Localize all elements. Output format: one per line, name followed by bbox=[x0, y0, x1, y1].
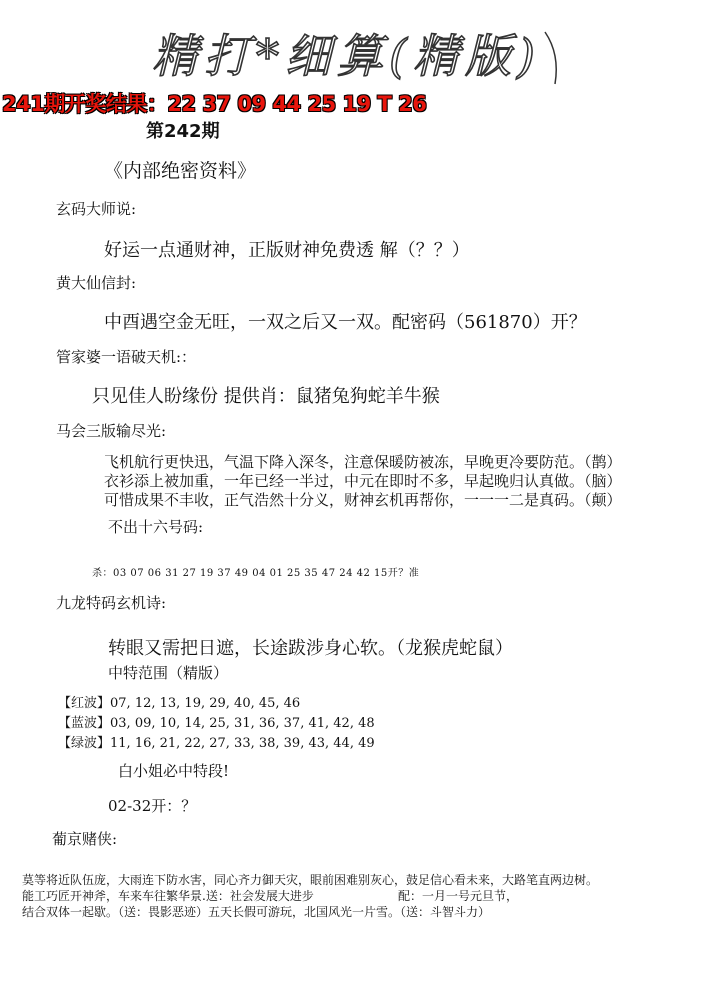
logo-text: 精打*细算(精版) bbox=[152, 29, 541, 83]
wave-row-blue bbox=[58, 712, 375, 731]
footer-line-3: 结合双体一起歇。（送：畏影恶迹）五天长假可游玩，北国风光一片雪。（送：斗智斗力） bbox=[22, 905, 491, 919]
section-text-xuanma: 好运一点通财神，正版财神免费透 解（？？） bbox=[104, 240, 470, 261]
range-title: 中特范围（精版） bbox=[108, 664, 229, 682]
wave-numbers-green: 11, 16, 21, 22, 27, 33, 38, 39, 43, 44, 49 bbox=[110, 736, 375, 751]
wave-row-red bbox=[58, 692, 300, 711]
wave-row-green bbox=[58, 732, 375, 751]
wave-numbers-red: 07, 12, 13, 19, 29, 40, 45, 46 bbox=[110, 696, 301, 711]
wave-numbers-blue: 03, 09, 10, 14, 25, 31, 36, 37, 41, 42, 48 bbox=[110, 716, 375, 731]
jiulong-label: 九龙特码玄机诗: bbox=[56, 594, 167, 612]
no-16-label: 不出十六号码: bbox=[108, 518, 204, 536]
issue-number: 第242期 bbox=[146, 121, 220, 142]
pujing-label: 葡京赌侠: bbox=[52, 830, 118, 848]
logo-calligraphy bbox=[150, 14, 570, 96]
poem-line-1: 飞机航行更快迅，气温下降入深冬，注意保暖防被冻，早晚更冷要防范。（鹊） bbox=[104, 453, 622, 471]
footer-line-2b: 配：一月一号元旦节， bbox=[398, 889, 519, 903]
footer-line-1: 莫等将近队伍庞，大雨连下防水害，同心齐力御天灾，眼前困难别灰心，鼓足信心看未来，大路笔直两边树。 bbox=[22, 873, 599, 887]
range-line: 02-32开：？ bbox=[108, 797, 197, 815]
draw-result-banner: 241期开奖结果：22 37 09 44 25 19 T 26 bbox=[2, 92, 427, 116]
footer-line-2: 能工巧匠开神斧，车来车往繁华景.送：社会发展大进步 bbox=[22, 889, 314, 903]
section-label-huangdaxian: 黄大仙信封: bbox=[56, 274, 137, 292]
section-text-huangdaxian: 中酉遇空金无旺，一双之后又一双。配密码（561870）开？ bbox=[104, 312, 587, 333]
poem-line-3: 可惜成果不丰收，正气浩然十分义，财神玄机再帮你，一一一二是真码。（颠） bbox=[104, 491, 622, 509]
doc-title: 《内部绝密资料》 bbox=[104, 160, 257, 182]
wave-label-red: 【红波】 bbox=[58, 696, 111, 711]
section-label-guanjiapo: 管家婆一语破天机:： bbox=[56, 348, 197, 366]
kill-numbers-line: 杀：03 07 06 31 27 19 37 49 04 01 25 35 47 24 42 15开？准 bbox=[92, 568, 420, 579]
section-label-mahui: 马会三版输尽光: bbox=[56, 422, 167, 440]
poem-line-2: 衣衫添上被加重，一年已经一半过，中元在即时不多，早起晚归认真做。（脑） bbox=[104, 472, 622, 490]
jiulong-text: 转眼又需把日遮，长途跋涉身心软。（龙猴虎蛇鼠） bbox=[108, 638, 513, 659]
section-text-guanjiapo: 只见佳人盼缘份 提供肖：鼠猪兔狗蛇羊牛猴 bbox=[92, 386, 440, 407]
wave-label-green: 【绿波】 bbox=[58, 736, 111, 751]
wave-label-blue: 【蓝波】 bbox=[58, 716, 111, 731]
bai-xiaojie-text: 白小姐必中特段! bbox=[118, 762, 230, 780]
section-label-xuanma: 玄码大师说: bbox=[56, 200, 137, 218]
